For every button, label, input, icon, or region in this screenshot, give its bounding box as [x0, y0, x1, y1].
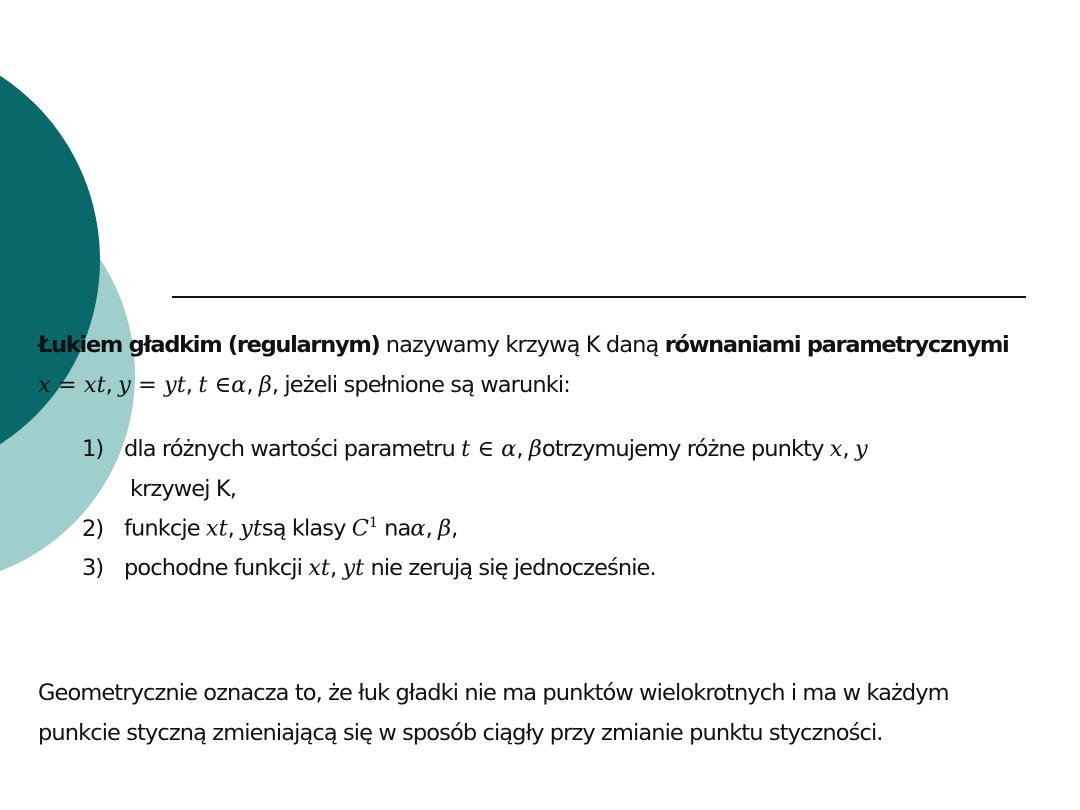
geometric-interpretation-line-2: punkcie styczną zmieniającą się w sposób ciągły przy zmianie punktu styczności. [38, 720, 883, 746]
parametric-equations: x = xt, y = yt, t ∈α, β, jeżeli spełnione są warunki: [38, 372, 570, 398]
definition-term-2: równaniami parametrycznymi [664, 332, 1009, 358]
condition-3: 3) pochodne funkcji xt, yt nie zerują się jednocześnie. [82, 555, 656, 581]
condition-2: 2) funkcje xt, ytsą klasy $C^1$ naα, β, [82, 515, 458, 542]
definition-text: nazywamy krzywą K daną [379, 332, 665, 358]
definition-line-1 [38, 332, 1008, 358]
condition-1: 1) dla różnych wartości parametru t ∈ α, βotrzymujemy różne punkty x, y [82, 436, 868, 462]
title-divider [172, 296, 1026, 298]
condition-1-continuation: krzywej K, [130, 476, 236, 502]
definition-term: Łukiem gładkim (regularnym) [38, 332, 380, 358]
geometric-interpretation-line-1: Geometrycznie oznacza to, że łuk gładki nie ma punktów wielokrotnych i ma w każdym [38, 680, 949, 706]
